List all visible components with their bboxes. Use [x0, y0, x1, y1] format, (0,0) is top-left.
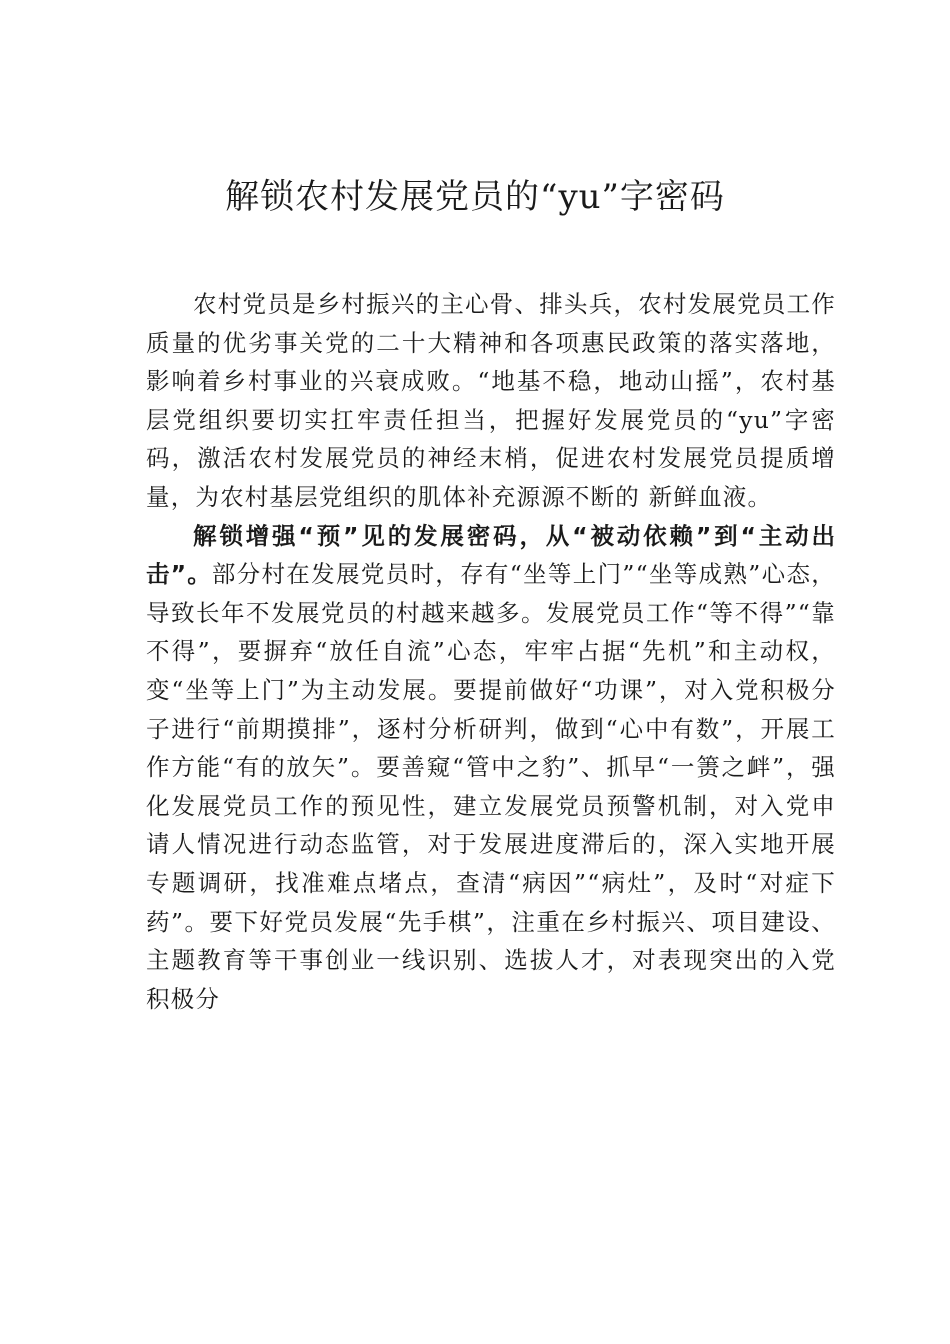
- document-body: [146, 285, 836, 1018]
- paragraph-foresight: [146, 517, 836, 1019]
- paragraph-intro-text: 农村党员是乡村振兴的主心骨、排头兵，农村发展党员工作质量的优劣事关党的二十大精神和各项惠民政策的落实落地，影响着乡村事业的兴衰成败。“地基不稳，地动山摇”，农村基层党组织要切实扛牢责任担当，把握好发展党员的“yu”字密码，激活农村发展党员的神经末梢，促进农村发展党员提质增量，为农村基层党组织的肌体补充源源不断的 新鲜血液。: [146, 290, 836, 511]
- paragraph-intro: [146, 285, 836, 517]
- paragraph-foresight-heading: 解锁增强“预”见的发展密码，从“被动依赖”到“主动出击”。: [146, 521, 836, 589]
- paragraph-foresight-text: 部分村在发展党员时，存有“坐等上门”“坐等成熟”心态，导致长年不发展党员的村越来越多。发展党员工作“等不得”“靠不得”，要摒弃“放任自流”心态，牢牢占据“先机”和主动权，变“坐等上门”为主动发展。要提前做好“功课”，对入党积极分子进行“前期摸排”，逐村分析研判，做到“心中有数”，开展工作方能“有的放矢”。要善窥“管中之豹”、抓早“一箦之衅”，强化发展党员工作的预见性，建立发展党员预警机制，对入党申请人情况进行动态监管，对于发展进度滞后的，深入实地开展专题调研，找准难点堵点，查清“病因”“病灶”，及时“对症下药”。要下好党员发展“先手棋”，注重在乡村振兴、项目建设、主题教育等干事创业一线识别、选拔人才，对表现突出的入党积极分: [146, 560, 836, 1013]
- document-title: 解锁农村发展党员的“yu”字密码: [225, 177, 725, 217]
